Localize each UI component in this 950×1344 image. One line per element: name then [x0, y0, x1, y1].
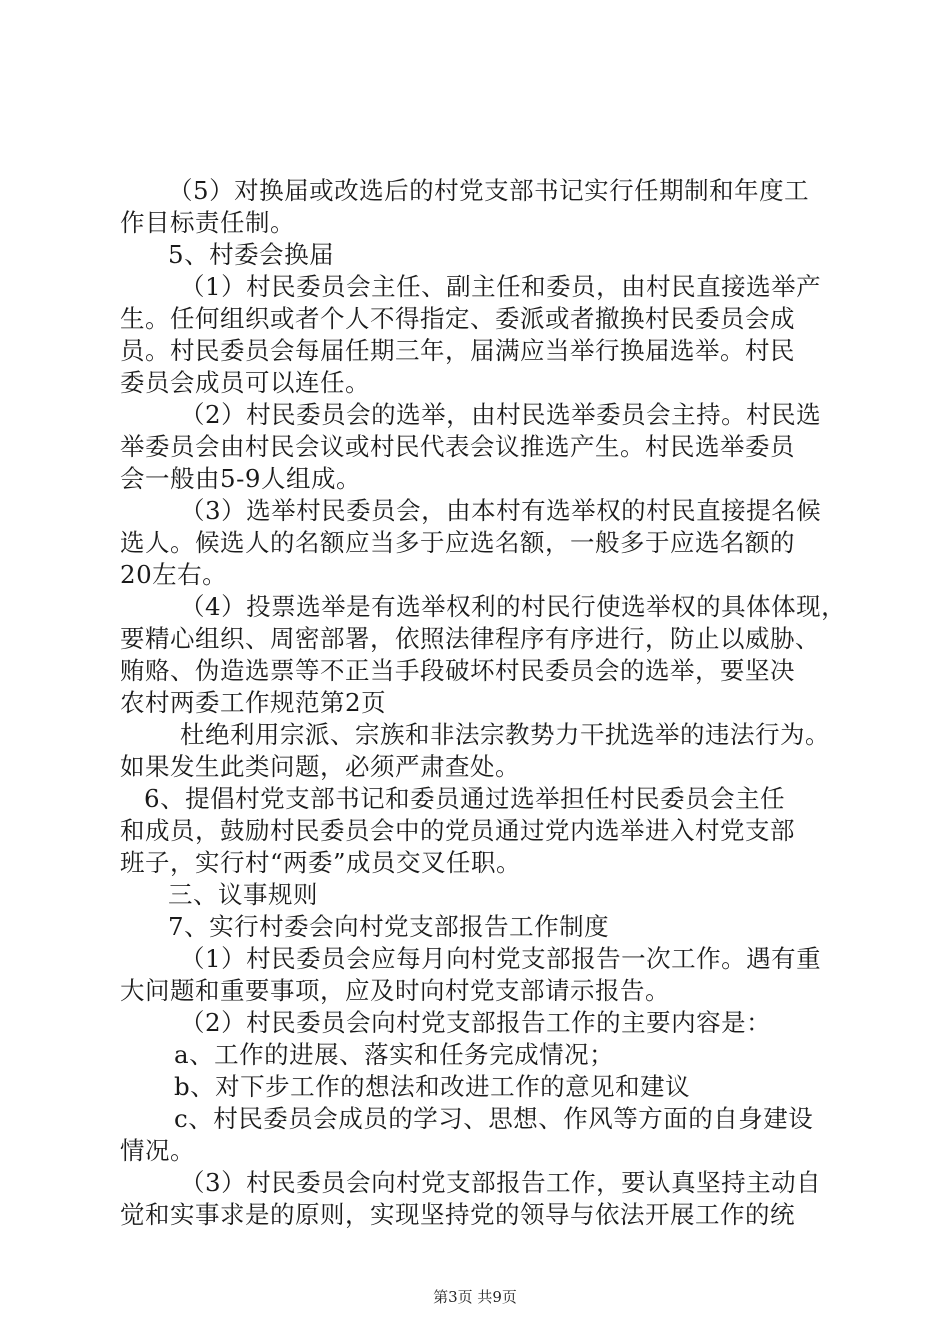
text-line: 20左右。: [120, 560, 228, 589]
text-line: 委员会成员可以连任。: [120, 368, 370, 397]
text-line: 作目标责任制。: [120, 208, 295, 237]
text-line: 会一般由5-9人组成。: [120, 464, 361, 493]
text-line: 员。村民委员会每届任期三年，届满应当举行换届选举。村民: [120, 336, 795, 365]
text-line: 贿赂、伪造选票等不正当手段破坏村民委员会的选举，要坚决: [120, 656, 795, 685]
text-line: 生。任何组织或者个人不得指定、委派或者撤换村民委员会成: [120, 304, 795, 333]
text-line: 6、提倡村党支部书记和委员通过选举担任村民委员会主任: [144, 784, 786, 813]
text-line: a、工作的进展、落实和任务完成情况；: [174, 1040, 615, 1069]
page-footer: 第3页 共9页: [433, 1288, 517, 1306]
text-line: 要精心组织、周密部署，依照法律程序有序进行，防止以威胁、: [120, 624, 820, 653]
text-line: （4）投票选举是有选举权利的村民行使选举权的具体体现，: [180, 592, 847, 621]
section-heading: 7、实行村委会向村党支部报告工作制度: [168, 912, 610, 941]
text-line: 选人。候选人的名额应当多于应选名额，一般多于应选名额的: [120, 528, 795, 557]
text-line: 班子，实行村“两委”成员交叉任职。: [120, 848, 522, 877]
text-line: （1）村民委员会主任、副主任和委员，由村民直接选举产: [180, 272, 822, 301]
text-line: （2）村民委员会的选举，由村民选举委员会主持。村民选: [180, 400, 822, 429]
text-line: （1）村民委员会应每月向村党支部报告一次工作。遇有重: [180, 944, 822, 973]
text-line: （2）村民委员会向村党支部报告工作的主要内容是：: [180, 1008, 772, 1037]
text-line: （3）村民委员会向村党支部报告工作，要认真坚持主动自: [180, 1168, 822, 1197]
text-line: 杜绝利用宗派、宗族和非法宗教势力干扰选举的违法行为。: [180, 720, 830, 749]
text-line: 如果发生此类问题，必须严肃查处。: [120, 752, 520, 781]
text-line: 情况。: [120, 1136, 195, 1165]
text-line: （5）对换届或改选后的村党支部书记实行任期制和年度工: [168, 176, 810, 205]
section-heading: 三、议事规则: [168, 880, 318, 909]
text-line: 觉和实事求是的原则，实现坚持党的领导与依法开展工作的统: [120, 1200, 795, 1229]
text-line: 举委员会由村民会议或村民代表会议推选产生。村民选举委员: [120, 432, 795, 461]
text-line: 和成员，鼓励村民委员会中的党员通过党内选举进入村党支部: [120, 816, 795, 845]
text-line: （3）选举村民委员会，由本村有选举权的村民直接提名候: [180, 496, 822, 525]
text-line: 大问题和重要事项，应及时向村党支部请示报告。: [120, 976, 670, 1005]
text-line: c、村民委员会成员的学习、思想、作风等方面的自身建设: [174, 1104, 814, 1133]
text-line: b、对下步工作的想法和改进工作的意见和建议: [174, 1072, 691, 1101]
section-heading: 5、村委会换届: [168, 240, 335, 269]
running-header: 农村两委工作规范第2页: [120, 688, 387, 717]
